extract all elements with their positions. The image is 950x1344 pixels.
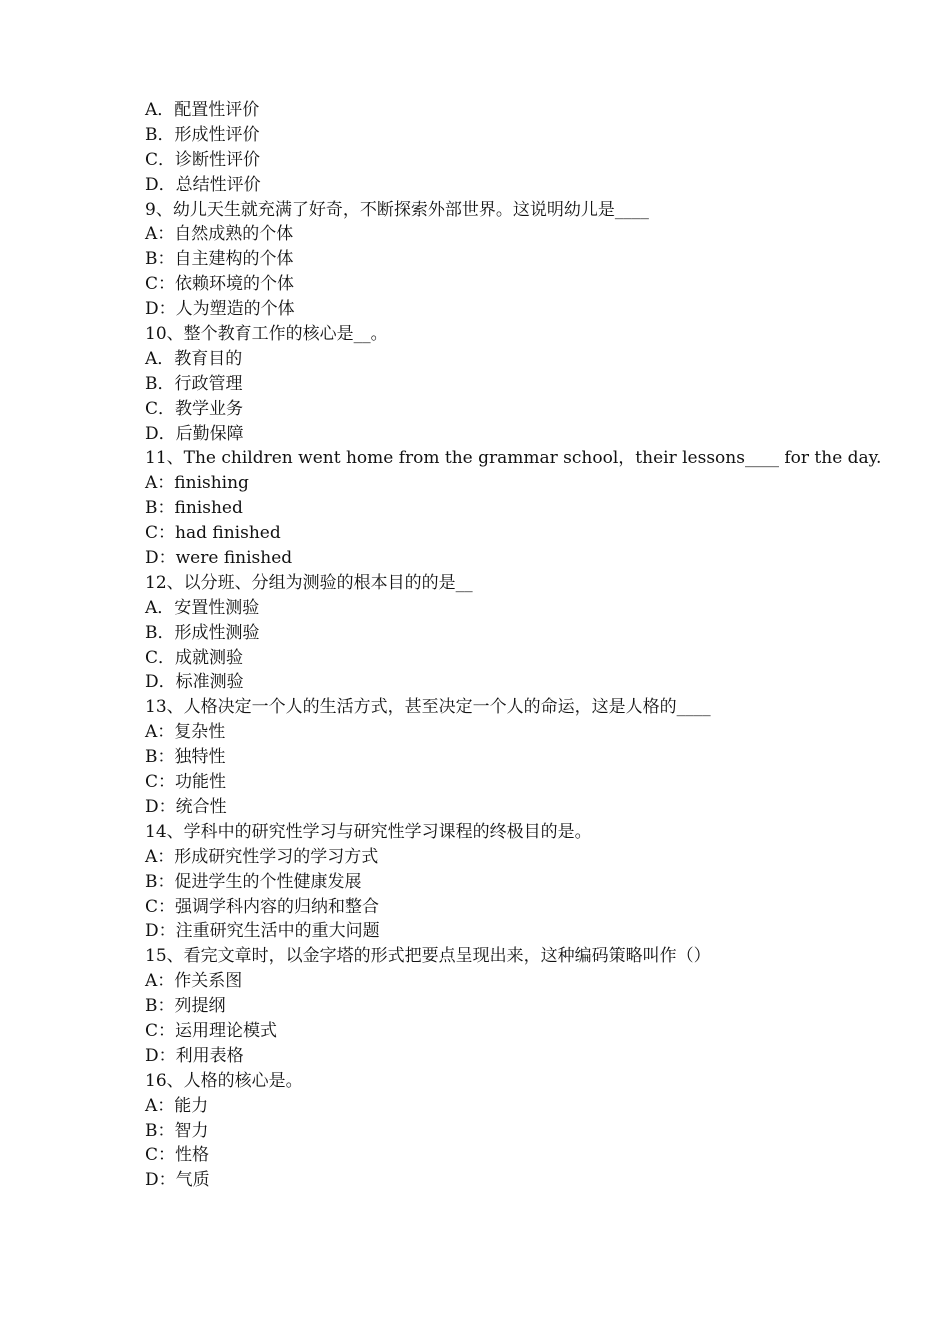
document-text <box>145 98 882 1193</box>
option-line: A：finishing <box>145 473 249 494</box>
option-line: D．后勤保障 <box>145 423 244 444</box>
question-11: 11、The children went home from the grammar school，their lessons____ for the day. <box>145 448 882 469</box>
question-12: 12、以分班、分组为测验的根本目的的是__ <box>145 572 473 593</box>
option-line: A：自然成熟的个体 <box>145 224 294 245</box>
option-line: B：列提纲 <box>145 996 226 1017</box>
question-9: 9、幼儿天生就充满了好奇，不断探索外部世界。这说明幼儿是____ <box>145 199 649 220</box>
option-line: B．形成性评价 <box>145 124 260 145</box>
option-line: B：finished <box>145 498 243 519</box>
option-line: B：促进学生的个性健康发展 <box>145 871 362 892</box>
option-line: A：作关系图 <box>145 971 243 992</box>
question-16: 16、人格的核心是。 <box>145 1070 303 1091</box>
option-line: A：复杂性 <box>145 722 226 743</box>
option-line: D：人为塑造的个体 <box>145 299 295 320</box>
question-13: 13、人格决定一个人的生活方式，甚至决定一个人的命运，这是人格的____ <box>145 697 711 718</box>
option-line: C：had finished <box>145 523 281 544</box>
option-line: D．标准测验 <box>145 672 244 693</box>
option-line: D：气质 <box>145 1170 210 1191</box>
question-10: 10、整个教育工作的核心是__。 <box>145 324 388 345</box>
option-line: D：注重研究生活中的重大问题 <box>145 921 380 942</box>
option-line: C：功能性 <box>145 772 227 793</box>
option-line: B．形成性测验 <box>145 622 260 643</box>
option-line: A：形成研究性学习的学习方式 <box>145 846 379 867</box>
question-15: 15、看完文章时，以金字塔的形式把要点呈现出来，这种编码策略叫作（） <box>145 946 711 967</box>
option-line: B．行政管理 <box>145 373 243 394</box>
option-line: C．诊断性评价 <box>145 149 261 170</box>
option-line: A：能力 <box>145 1095 209 1116</box>
option-line: A．配置性评价 <box>145 100 260 120</box>
option-line: C：依赖环境的个体 <box>145 274 295 295</box>
option-line: B：独特性 <box>145 747 226 768</box>
question-14: 14、学科中的研究性学习与研究性学习课程的终极目的是。 <box>145 821 592 842</box>
option-line: A．教育目的 <box>145 348 243 369</box>
option-line: A．安置性测验 <box>145 597 260 618</box>
option-line: B：自主建构的个体 <box>145 249 294 270</box>
option-line: C：强调学科内容的归纳和整合 <box>145 896 380 917</box>
option-line: B：智力 <box>145 1120 209 1141</box>
option-line: C：性格 <box>145 1145 210 1166</box>
option-line: D：were finished <box>145 548 293 569</box>
option-line: D．总结性评价 <box>145 174 261 195</box>
option-line: C：运用理论模式 <box>145 1020 278 1041</box>
option-line: C．成就测验 <box>145 647 244 668</box>
option-line: D：统合性 <box>145 796 227 817</box>
option-line: C．教学业务 <box>145 398 244 419</box>
option-line: D：利用表格 <box>145 1045 244 1066</box>
